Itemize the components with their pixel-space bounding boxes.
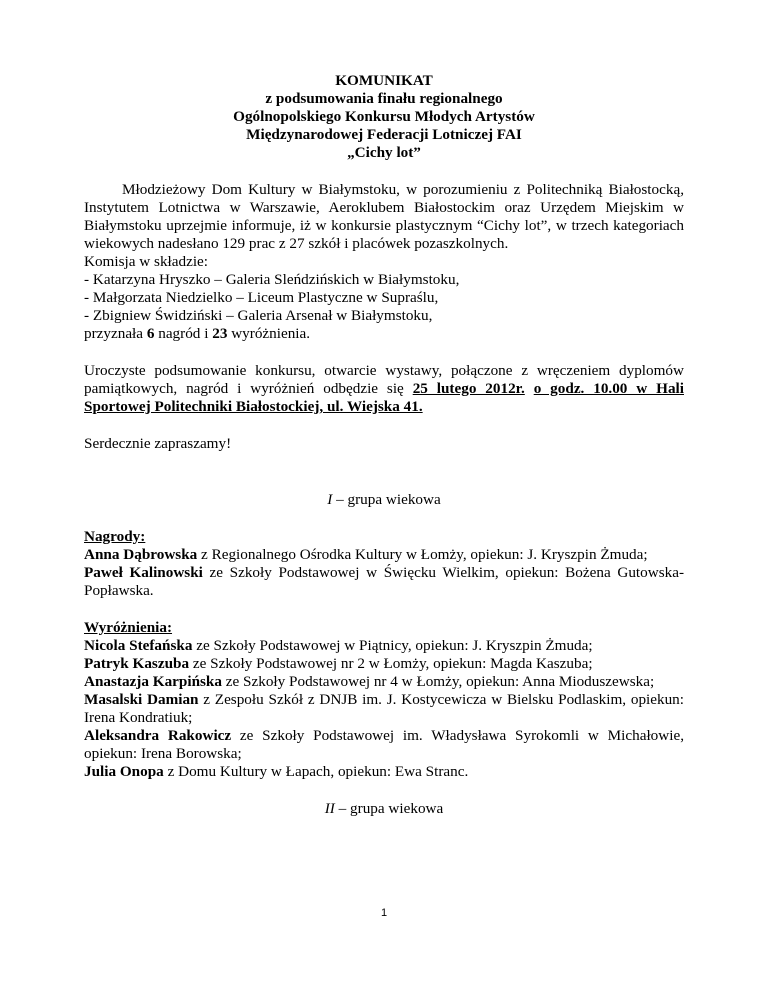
- group-roman: II: [324, 800, 335, 817]
- committee-member: - Zbigniew Świdziński – Galeria Arsenał w Białymstoku,: [84, 307, 433, 324]
- group-heading: [84, 800, 684, 818]
- header-title: KOMUNIKAT: [335, 72, 433, 89]
- winner-name: Masalski Damian: [84, 691, 199, 708]
- page-number: 1: [380, 907, 388, 919]
- winner-name: Nicola Stefańska: [84, 637, 193, 654]
- distinction-count: 23: [212, 325, 228, 342]
- winner-name: Patryk Kaszuba: [84, 655, 190, 672]
- distinction-entry: [84, 763, 684, 781]
- winner-details: z Zespołu Szkół z DNJB im. J. Kostycewicza w Bielsku Podlaskim, opiekun: Irena Kondratiuk;: [84, 691, 684, 726]
- ceremony-text: Uroczyste podsumowanie konkursu, otwarcie wystawy, połączone z wręczeniem dyplomów pamiątkowych, nagród i wyróżnień odbędzie się: [84, 362, 684, 397]
- document-header: [84, 72, 684, 162]
- award-entry: [84, 546, 684, 564]
- prize-count: 6: [146, 325, 155, 342]
- award-entry: [84, 564, 684, 600]
- awards-summary-text: przyznała: [84, 325, 147, 342]
- distinction-entry: [84, 673, 684, 691]
- distinction-entry: [84, 727, 684, 763]
- winner-details: ze Szkoły Podstawowej w Piątnicy, opiekun: J. Kryszpin Żmuda;: [192, 637, 593, 654]
- distinctions-heading-text: Wyróżnienia:: [84, 619, 173, 636]
- header-federation: Międzynarodowej Federacji Lotniczej FAI: [246, 126, 522, 143]
- prizes-heading-text: Nagrody:: [84, 528, 146, 545]
- winner-name: Paweł Kalinowski: [84, 564, 203, 581]
- winner-details: z Regionalnego Ośrodka Kultury w Łomży, opiekun: J. Kryszpin Żmuda;: [197, 546, 648, 563]
- header-contest-name: Ogólnopolskiego Konkursu Młodych Artystów: [233, 108, 535, 125]
- winner-details: ze Szkoły Podstawowej im. Władysława Syrokomli w Michałowie, opiekun: Irena Borowska;: [84, 727, 684, 762]
- group-label: – grupa wiekowa: [332, 491, 441, 508]
- committee-member: - Katarzyna Hryszko – Galeria Sleńdzińskich w Białymstoku,: [84, 271, 460, 288]
- awards-summary-text: wyróżnienia.: [227, 325, 311, 342]
- winner-details: ze Szkoły Podstawowej nr 2 w Łomży, opiekun: Magda Kaszuba;: [189, 655, 593, 672]
- winner-name: Julia Onopa: [84, 763, 164, 780]
- ceremony-paragraph: [84, 362, 684, 416]
- awards-summary-text: nagród i: [154, 325, 213, 342]
- winner-name: Anna Dąbrowska: [84, 546, 198, 563]
- header-contest-theme: „Cichy lot”: [347, 144, 421, 161]
- awards-summary: [84, 325, 684, 343]
- winner-details: ze Szkoły Podstawowej w Święcku Wielkim, opiekun: Bożena Gutowska-Popławska.: [84, 564, 684, 599]
- group-label: – grupa wiekowa: [334, 800, 444, 817]
- distinction-entry: [84, 655, 684, 673]
- group-roman: I: [327, 491, 333, 508]
- committee-label: Komisja w składzie:: [84, 253, 209, 270]
- intro-paragraph: Młodzieżowy Dom Kultury w Białymstoku, w porozumieniu z Politechniką Białostocką, Instytutem Lotnictwa w Warszawie, Aeroklubem Białostockim oraz Urzędem Miejskim w Białymstoku uprzejmie informuje, iż w konkursie plastycznym “Cichy lot”, w trzech kategoriach wiekowych nadesłano 129 prac z 27 szkół i placówek pozaszkolnych.: [84, 181, 684, 252]
- committee-member: - Małgorzata Niedzielko – Liceum Plastyczne w Supraślu,: [84, 289, 439, 306]
- header-subtitle: z podsumowania finału regionalnego: [265, 90, 503, 107]
- distinction-entry: [84, 637, 684, 655]
- prizes-heading: [84, 528, 684, 546]
- ceremony-date: 25 lutego 2012r.: [412, 380, 525, 397]
- winner-name: Aleksandra Rakowicz: [84, 727, 232, 744]
- ceremony-place: o godz. 10.00 w Hali Sportowej Politechniki Białostockiej, ul. Wiejska 41.: [84, 380, 684, 415]
- winner-details: z Domu Kultury w Łapach, opiekun: Ewa Stranc.: [163, 763, 469, 780]
- invitation: Serdecznie zapraszamy!: [84, 435, 232, 452]
- distinctions-heading: [84, 619, 684, 637]
- group-heading: [84, 491, 684, 509]
- winner-name: Anastazja Karpińska: [84, 673, 222, 690]
- winner-details: ze Szkoły Podstawowej nr 4 w Łomży, opiekun: Anna Mioduszewska;: [221, 673, 655, 690]
- distinction-entry: [84, 691, 684, 727]
